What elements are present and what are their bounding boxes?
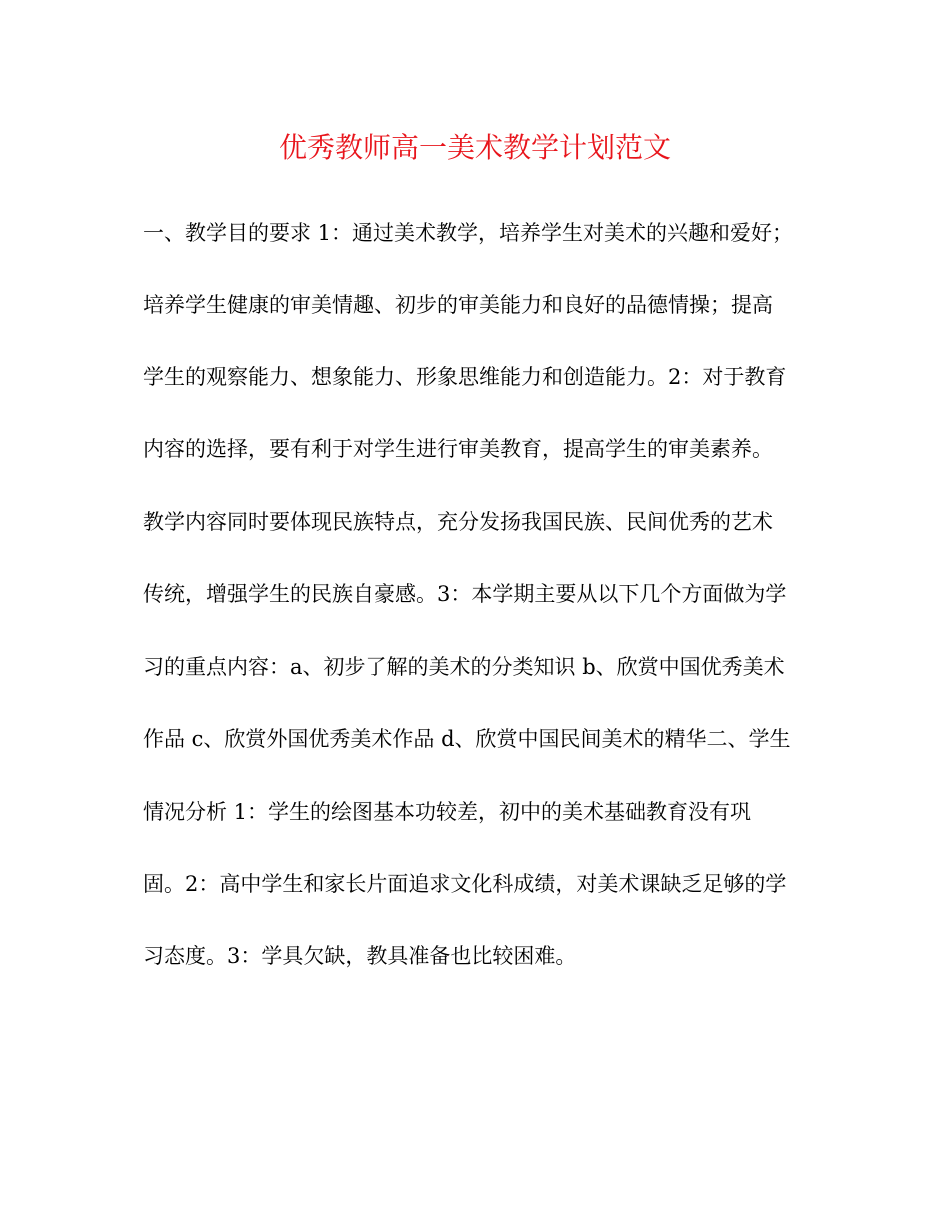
body-line-6: 传统，增强学生的民族自豪感。3：本学期主要从以下几个方面做为学	[143, 582, 787, 606]
body-line-2: 培养学生健康的审美情趣、初步的审美能力和良好的品德情操；提高	[143, 293, 773, 317]
body-line-5: 教学内容同时要体现民族特点，充分发扬我国民族、民间优秀的艺术	[143, 510, 773, 534]
body-line-7: 习的重点内容：a、初步了解的美术的分类知识 b、欣赏中国优秀美术	[143, 655, 785, 679]
document-title: 优秀教师高一美术教学计划范文	[278, 131, 671, 164]
body-line-4: 内容的选择，要有利于对学生进行审美教育，提高学生的审美素养。	[143, 437, 773, 461]
body-line-3: 学生的观察能力、想象能力、形象思维能力和创造能力。2：对于教育	[143, 365, 787, 389]
body-line-1: 一、教学目的要求 1：通过美术教学，培养学生对美术的兴趣和爱好；	[143, 221, 794, 245]
body-line-11: 习态度。3：学具欠缺，教具准备也比较困难。	[143, 944, 577, 968]
body-line-10: 固。2：高中学生和家长片面追求文化科成绩，对美术课缺乏足够的学	[143, 872, 787, 896]
body-line-9: 情况分析 1：学生的绘图基本功较差，初中的美术基础教育没有巩	[143, 800, 752, 824]
body-line-8: 作品 c、欣赏外国优秀美术作品 d、欣赏中国民间美术的精华二、学生	[143, 727, 791, 751]
